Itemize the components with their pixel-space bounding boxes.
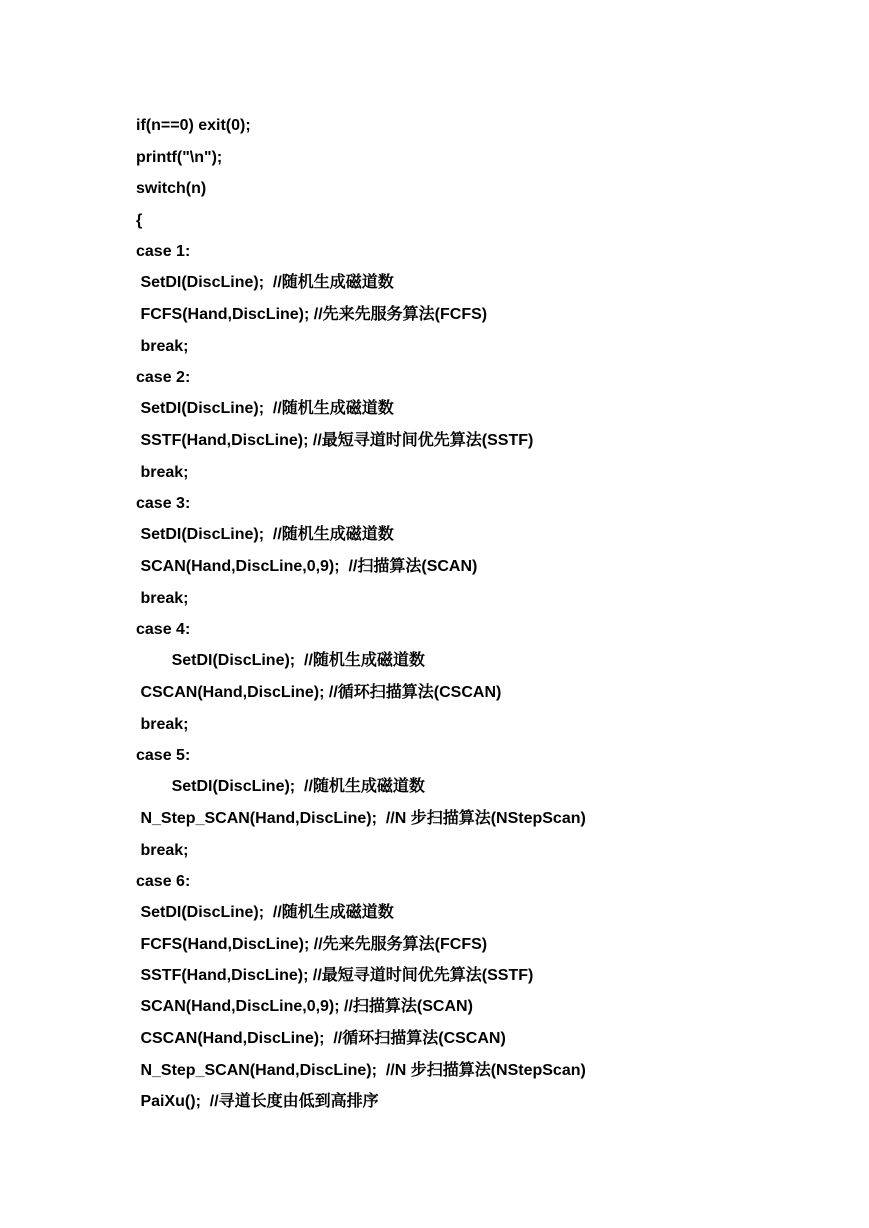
code-line: N_Step_SCAN(Hand,DiscLine); //N 步扫描算法(NStepScan): [136, 1062, 586, 1079]
code-line: break;: [136, 464, 189, 481]
code-line: break;: [136, 590, 189, 607]
code-line: SetDI(DiscLine); //随机生成磁道数: [136, 400, 394, 417]
code-line: printf("\n");: [136, 149, 223, 166]
code-line: case 1:: [136, 243, 191, 260]
code-line: SetDI(DiscLine); //随机生成磁道数: [136, 652, 425, 669]
code-line: SCAN(Hand,DiscLine,0,9); //扫描算法(SCAN): [136, 558, 478, 575]
code-line: break;: [136, 842, 189, 859]
code-line: case 5:: [136, 747, 191, 764]
code-line: CSCAN(Hand,DiscLine); //循环扫描算法(CSCAN): [136, 684, 502, 701]
code-line: FCFS(Hand,DiscLine); //先来先服务算法(FCFS): [136, 306, 488, 323]
code-line: FCFS(Hand,DiscLine); //先来先服务算法(FCFS): [136, 936, 488, 953]
code-line: case 6:: [136, 873, 191, 890]
code-line: switch(n): [136, 180, 207, 197]
code-line: CSCAN(Hand,DiscLine); //循环扫描算法(CSCAN): [136, 1030, 506, 1047]
code-line: SCAN(Hand,DiscLine,0,9); //扫描算法(SCAN): [136, 998, 473, 1015]
code-line: SSTF(Hand,DiscLine); //最短寻道时间优先算法(SSTF): [136, 967, 534, 984]
code-line: SSTF(Hand,DiscLine); //最短寻道时间优先算法(SSTF): [136, 432, 534, 449]
code-line: N_Step_SCAN(Hand,DiscLine); //N 步扫描算法(NStepScan): [136, 810, 586, 827]
code-line: break;: [136, 338, 189, 355]
code-line: if(n==0) exit(0);: [136, 117, 251, 134]
code-line: case 3:: [136, 495, 191, 512]
code-line: SetDI(DiscLine); //随机生成磁道数: [136, 274, 394, 291]
code-line: SetDI(DiscLine); //随机生成磁道数: [136, 778, 425, 795]
code-line: {: [136, 212, 143, 229]
code-line: break;: [136, 716, 189, 733]
code-line: SetDI(DiscLine); //随机生成磁道数: [136, 526, 394, 543]
code-line: case 4:: [136, 621, 191, 638]
code-line: case 2:: [136, 369, 191, 386]
code-line: PaiXu(); //寻道长度由低到高排序: [136, 1093, 379, 1110]
code-line: SetDI(DiscLine); //随机生成磁道数: [136, 904, 394, 921]
